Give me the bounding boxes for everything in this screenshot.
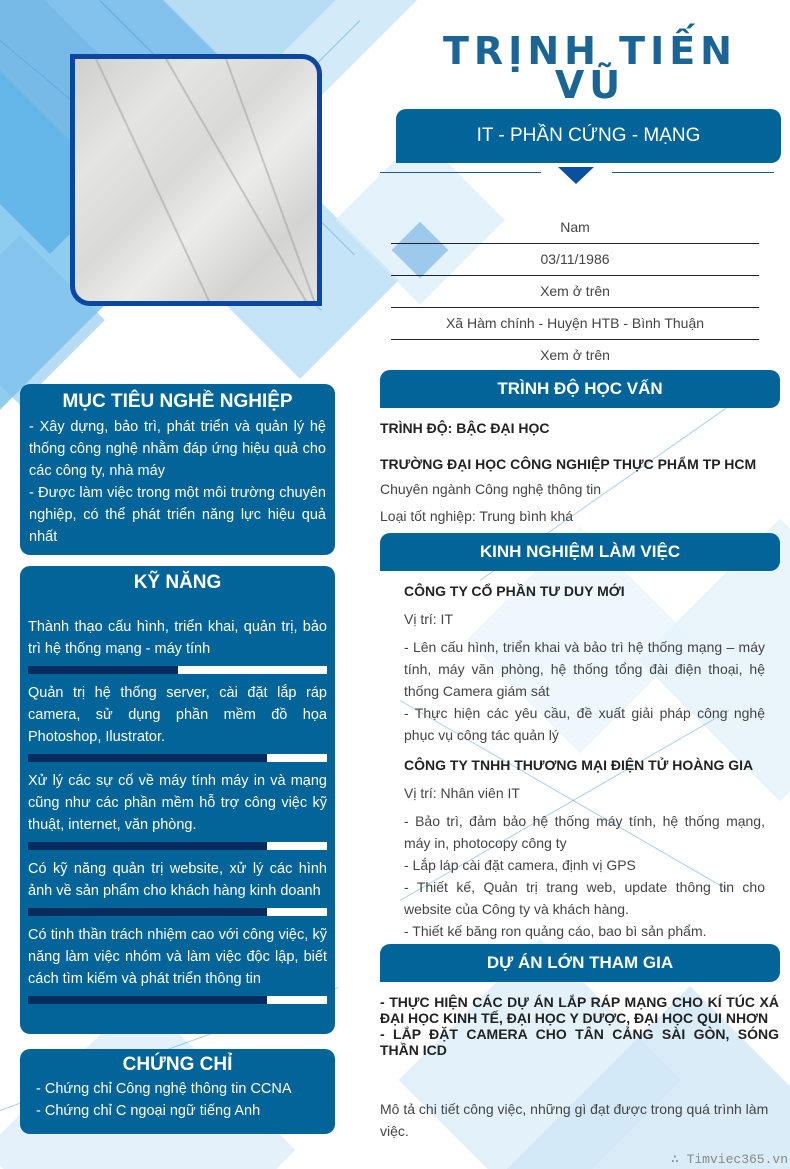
watermark: ∴ Timviec365.vn bbox=[670, 1152, 788, 1167]
experience-item bbox=[404, 754, 765, 942]
certificate-item: - Chứng chỉ Công nghệ thông tin CCNA bbox=[36, 1081, 292, 1097]
skill-level-fill bbox=[28, 842, 267, 850]
projects-list bbox=[380, 994, 779, 1058]
education-level: TRÌNH ĐỘ: BẬC ĐẠI HỌC bbox=[380, 420, 550, 436]
experience-item bbox=[404, 580, 765, 746]
company-name: CÔNG TY TNHH THƯƠNG MẠI ĐIỆN TỬ HOÀNG GIA bbox=[404, 757, 754, 773]
education-title: TRÌNH ĐỘ HỌC VẤN bbox=[380, 370, 780, 408]
objective-section bbox=[20, 384, 335, 555]
job-desc: - Thực hiện các yêu cầu, đề xuất giải pháp công nghệ phục vụ công tác quản lý bbox=[404, 705, 765, 743]
job-desc: - Thiết kế băng ron quảng cáo, bao bì sản phẩm. bbox=[404, 923, 707, 939]
skill-text: Quản trị hệ thống server, cài đặt lắp ráp camera, sử dụng phần mềm đồ họa Photoshop, Ilustrator. bbox=[28, 685, 327, 745]
certificates-title: CHỨNG CHỈ bbox=[122, 1054, 233, 1075]
skill-level-bar bbox=[28, 754, 327, 762]
info-email: Xem ở trên bbox=[391, 340, 759, 372]
skill-level-bar bbox=[28, 842, 327, 850]
skill-text: Thành thạo cấu hình, triển khai, quản trị, bảo trì hệ thống mạng - máy tính bbox=[28, 619, 327, 657]
job-desc: - Lắp láp cài đặt camera, định vị GPS bbox=[404, 857, 636, 873]
job-title: IT - PHẦN CỨNG - MẠNG bbox=[396, 109, 781, 163]
skill-text: Có kỹ năng quản trị website, xử lý các hình ảnh về sản phẩm cho khách hàng kinh doanh bbox=[28, 861, 327, 899]
project-item: - LẮP ĐẶT CAMERA CHO TÂN CẢNG SÀI GÒN, SÓNG THẦN ICD bbox=[380, 1026, 779, 1058]
info-birthdate: 03/11/1986 bbox=[391, 244, 759, 276]
skill-level-bar bbox=[28, 666, 327, 674]
divider-left bbox=[380, 172, 541, 173]
triangle-down-icon bbox=[558, 167, 594, 184]
divider-right bbox=[612, 172, 774, 173]
education-school: TRƯỜNG ĐẠI HỌC CÔNG NGHIỆP THỰC PHẨM TP HCM bbox=[380, 456, 757, 472]
note-text: Mô tả chi tiết công việc, những gì đạt được trong quá trình làm việc. bbox=[380, 1101, 769, 1139]
job-desc: - Bảo trì, đảm bảo hệ thống máy tính, hệ thống mạng, máy in, photocopy công ty bbox=[404, 813, 765, 851]
skill-item bbox=[20, 616, 335, 674]
project-item: - THỰC HIỆN CÁC DỰ ÁN LẮP RÁP MẠNG CHO KÍ TÚC XÁ ĐẠI HỌC KINH TẾ, ĐẠI HỌC Y DƯỢC, ĐẠI HỌC QUI NHƠN bbox=[380, 994, 779, 1026]
job-desc: - Thiết kế, Quản trị trang web, update thông tin cho website của Công ty và khách hàng. bbox=[404, 879, 765, 917]
personal-info bbox=[391, 212, 759, 372]
skill-item bbox=[20, 682, 335, 762]
info-address: Xã Hàm chính - Huyện HTB - Bình Thuận bbox=[391, 308, 759, 340]
skills-section bbox=[20, 566, 335, 1034]
skill-level-bar bbox=[28, 908, 327, 916]
info-gender: Nam bbox=[391, 212, 759, 244]
skill-level-fill bbox=[28, 996, 267, 1004]
job-desc: - Lên cấu hình, triển khai và bảo trì hệ thống mạng – máy tính, máy văn phòng, hệ thống tổng đài điện thoại, hệ thống Camera giám sát bbox=[404, 639, 765, 699]
skill-text: Xử lý các sự cố về máy tính máy in và mạng cũng như các phần mềm hỗ trợ công việc kỹ thuật, internet, văn phòng. bbox=[28, 773, 327, 833]
certificate-item: - Chứng chỉ C ngoại ngữ tiếng Anh bbox=[36, 1103, 261, 1119]
skill-level-fill bbox=[28, 666, 178, 674]
certificates-section bbox=[20, 1049, 335, 1134]
job-position: Vị trí: IT bbox=[404, 611, 453, 627]
candidate-name bbox=[400, 29, 780, 107]
skill-item bbox=[20, 924, 335, 1004]
company-name: CÔNG TY CỔ PHẦN TƯ DUY MỚI bbox=[404, 583, 625, 599]
projects-title: DỰ ÁN LỚN THAM GIA bbox=[380, 944, 780, 982]
name-line-2: VŨ bbox=[554, 63, 626, 107]
experience-title: KINH NGHIỆM LÀM VIỆC bbox=[380, 533, 780, 571]
job-position: Vị trí: Nhân viên IT bbox=[404, 785, 520, 801]
skills-title: KỸ NĂNG bbox=[133, 572, 222, 593]
skill-level-fill bbox=[28, 908, 267, 916]
skill-item bbox=[20, 770, 335, 850]
education-major: Chuyên ngành Công nghệ thông tin bbox=[380, 481, 602, 497]
objective-title: MỤC TIÊU NGHỀ NGHIỆP bbox=[62, 391, 293, 412]
objective-text-1: - Xây dựng, bảo trì, phát triển và quản lý hệ thống công nghệ nhằm đáp ứng hiệu quả cho các công ty, nhà máy bbox=[29, 419, 326, 479]
profile-photo bbox=[70, 54, 322, 306]
objective-text-2: - Được làm việc trong một môi trường chuyên nghiệp, có thể phát triển năng lực hiệu quả nhất bbox=[29, 485, 326, 545]
skill-level-bar bbox=[28, 996, 327, 1004]
name-line-1: TRỊNH TIẾN bbox=[443, 29, 737, 73]
info-phone: Xem ở trên bbox=[391, 276, 759, 308]
skill-text: Có tinh thần trách nhiệm cao với công việc, kỹ năng làm việc nhóm và làm việc độc lập, biết cách tìm kiếm và phát triển thông tin bbox=[28, 927, 327, 987]
skill-item bbox=[20, 858, 335, 916]
education-grade: Loại tốt nghiệp: Trung bình khá bbox=[380, 508, 574, 524]
skill-level-fill bbox=[28, 754, 267, 762]
